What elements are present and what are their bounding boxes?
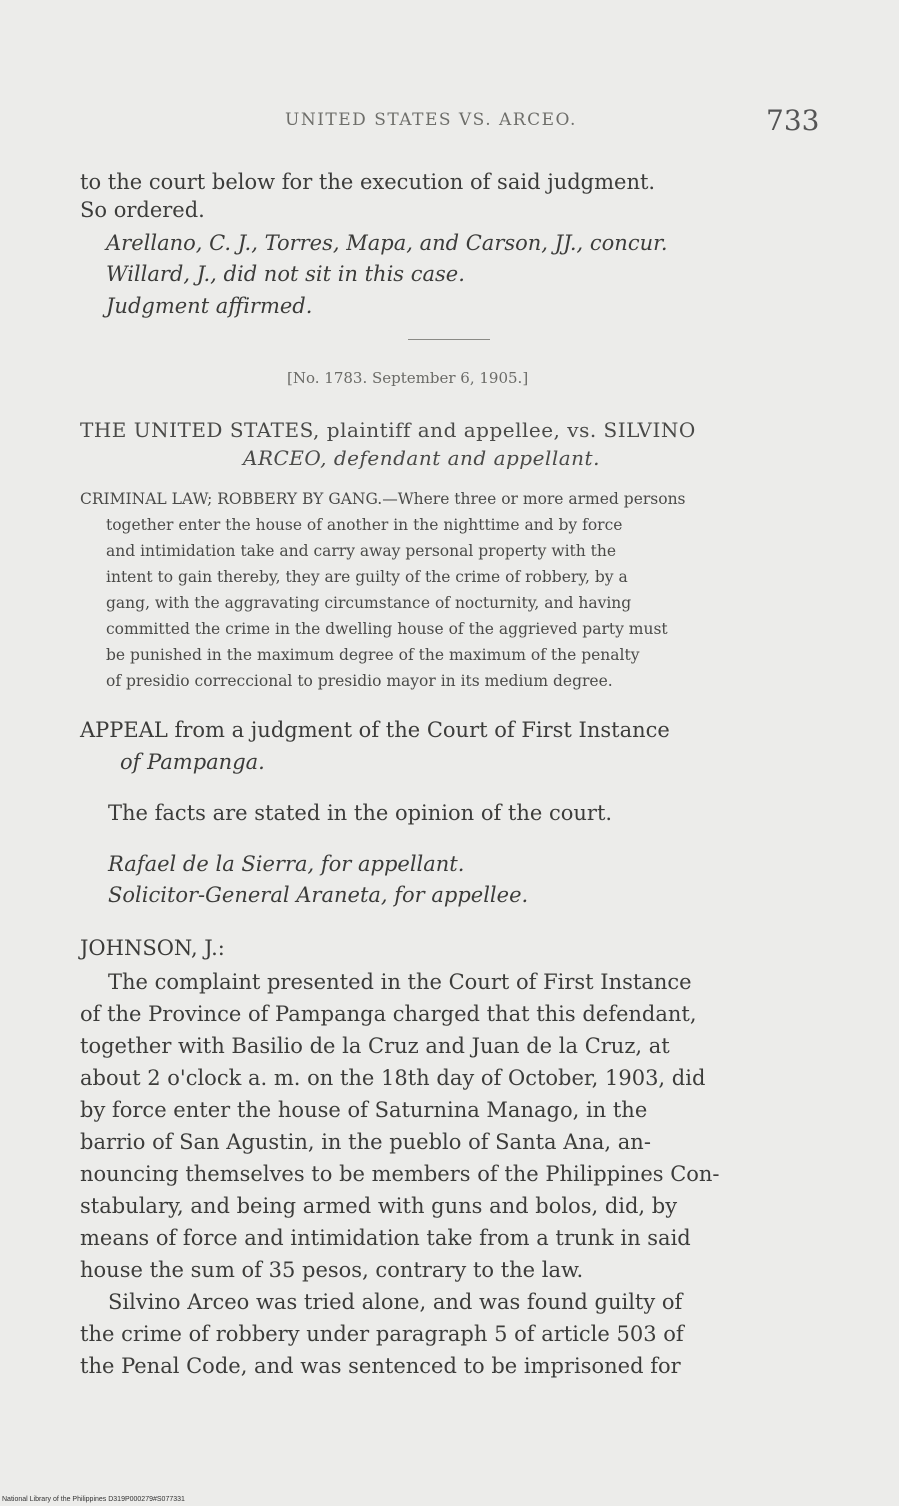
opinion-line: house the sum of 35 pesos, contrary to the law. <box>80 1258 584 1282</box>
opinion-line: about 2 o'clock a. m. on the 18th day of October, 1903, did <box>80 1066 706 1090</box>
headnote-line: gang, with the aggravating circumstance of nocturnity, and having <box>106 594 632 612</box>
section-divider <box>408 339 490 340</box>
opinion-line: by force enter the house of Saturnina Manago, in the <box>80 1098 648 1122</box>
not-sitting-line: Willard, J., did not sit in this case. <box>106 262 465 286</box>
opinion-line: the Penal Code, and was sentenced to be imprisoned for <box>80 1354 681 1378</box>
headnote-line: and intimidation take and carry away personal property with the <box>106 542 617 560</box>
concurrence-line: Arellano, C. J., Torres, Mapa, and Carson, JJ., concur. <box>106 231 668 255</box>
scan-footer: National Library of the Philippines D319P000279#S077331 <box>2 1496 185 1503</box>
counsel-appellant: Rafael de la Sierra, for appellant. <box>108 852 465 876</box>
opinion-line: Silvino Arceo was tried alone, and was found guilty of <box>108 1290 683 1314</box>
opinion-line: together with Basilio de la Cruz and Juan de la Cruz, at <box>80 1034 670 1058</box>
disposition-line: Judgment affirmed. <box>106 294 313 318</box>
opinion-line: means of force and intimidation take from a trunk in said <box>80 1226 691 1250</box>
appeal-line-1: APPEAL from a judgment of the Court of First Instance <box>80 718 670 742</box>
case-title-line-1: THE UNITED STATES, plaintiff and appellee, vs. SILVINO <box>80 418 696 442</box>
appeal-line-2: of Pampanga. <box>120 750 265 774</box>
headnote-line: CRIMINAL LAW; ROBBERY BY GANG.—Where three or more armed persons <box>80 490 686 508</box>
opinion-line: nouncing themselves to be members of the Philippines Con- <box>80 1162 720 1186</box>
headnote-line: intent to gain thereby, they are guilty of the crime of robbery, by a <box>106 568 628 586</box>
page-number: 733 <box>766 104 820 137</box>
facts-line: The facts are stated in the opinion of the court. <box>108 801 613 825</box>
text-line: So ordered. <box>80 198 205 222</box>
headnote-line: committed the crime in the dwelling house of the aggrieved party must <box>106 620 668 638</box>
counsel-appellee: Solicitor-General Araneta, for appellee. <box>108 883 529 907</box>
headnote-line: of presidio correccional to presidio mayor in its medium degree. <box>106 672 613 690</box>
text-line: to the court below for the execution of said judgment. <box>80 170 656 194</box>
opinion-line: the crime of robbery under paragraph 5 of article 503 of <box>80 1322 684 1346</box>
headnote-line: together enter the house of another in the nighttime and by force <box>106 516 623 534</box>
headnote-line: be punished in the maximum degree of the maximum of the penalty <box>106 646 640 664</box>
judge-name: JOHNSON, J.: <box>80 936 225 960</box>
case-title-line-2: ARCEO, defendant and appellant. <box>243 446 600 470</box>
opinion-line: barrio of San Agustin, in the pueblo of Santa Ana, an- <box>80 1130 651 1154</box>
opinion-line: of the Province of Pampanga charged that this defendant, <box>80 1002 697 1026</box>
opinion-line: The complaint presented in the Court of First Instance <box>108 970 692 994</box>
running-head: UNITED STATES VS. ARCEO. <box>285 110 577 130</box>
opinion-line: stabulary, and being armed with guns and bolos, did, by <box>80 1194 678 1218</box>
docket-line: [No. 1783. September 6, 1905.] <box>287 369 529 387</box>
